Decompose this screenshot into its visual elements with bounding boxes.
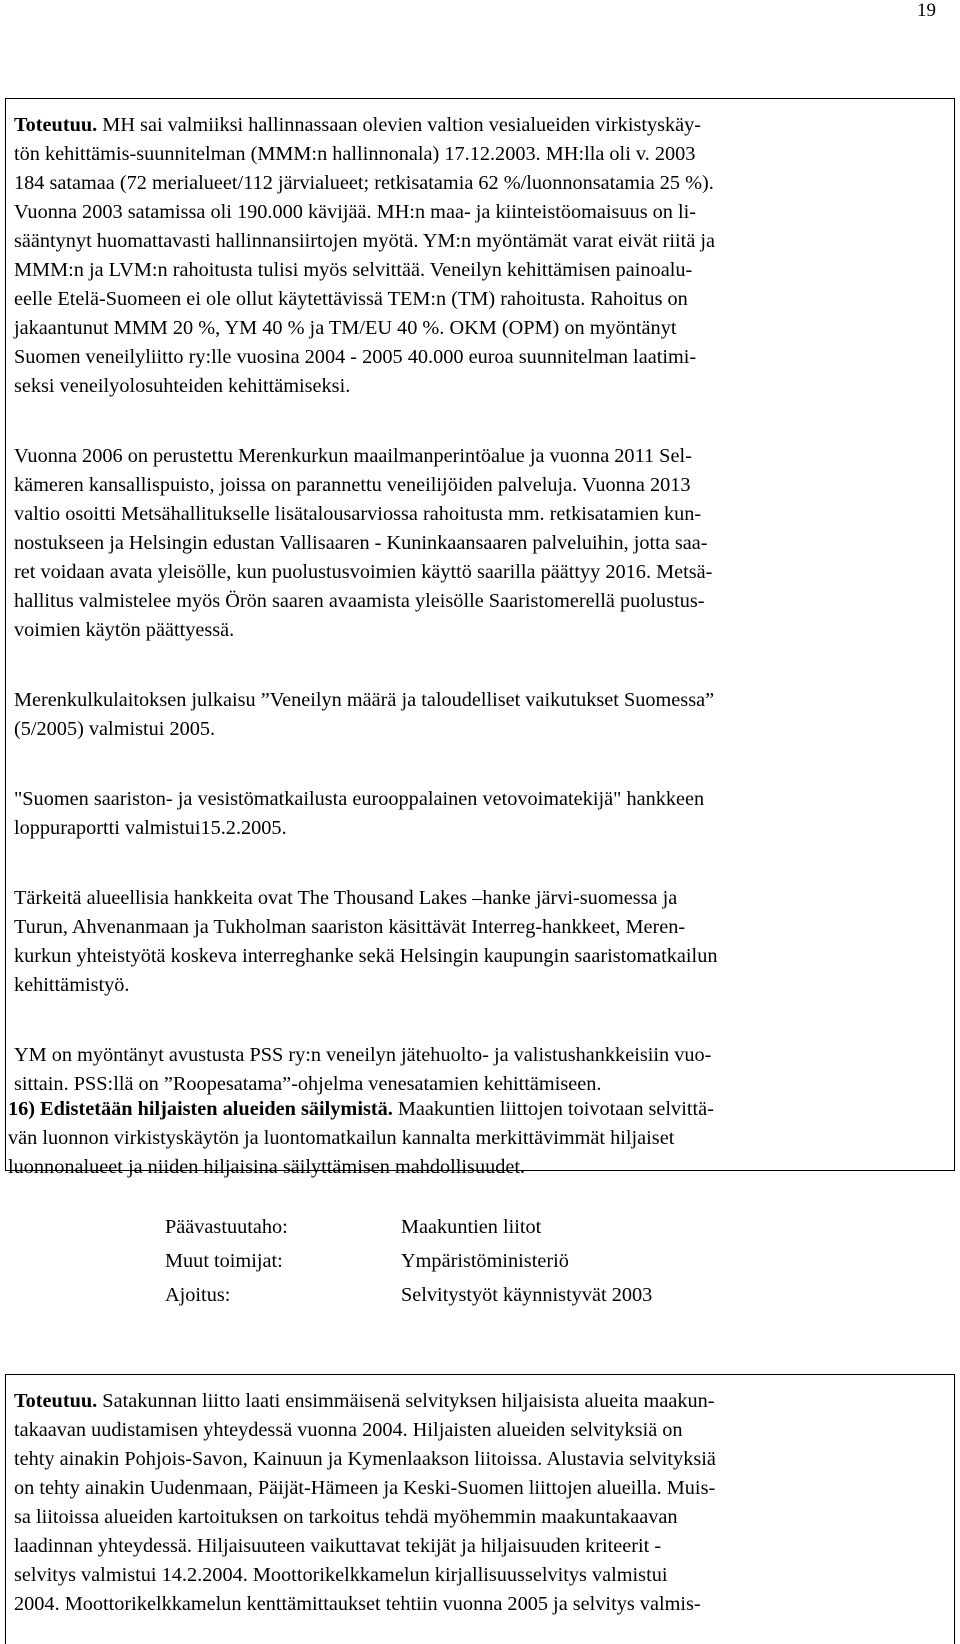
paragraph-toteutuu [14, 111, 950, 401]
text-line: takaavan uudistamisen yhteydessä vuonna 2004. Hiljaisten alueiden selvityksiä on [14, 1419, 683, 1441]
text-line: vän luonnon virkistyskäytön ja luontomatkailun kannalta merkittävimmät hiljaiset [8, 1127, 675, 1149]
text-line: (5/2005) valmistui 2005. [14, 718, 216, 740]
text-line: seksi veneilyolosuhteiden kehittämiseksi. [14, 375, 351, 397]
page-number: 19 [917, 0, 936, 21]
paragraph-pss [14, 1041, 950, 1099]
text-line: hallitus valmistelee myös Örön saaren avaamista yleisölle Saaristomerellä puolustus- [14, 590, 705, 612]
text-line: valtio osoitti Metsähallitukselle lisätalousarviossa rahoitusta mm. retkisatamien kun- [14, 503, 702, 525]
lead-label: Toteutuu. [14, 114, 98, 136]
text-line: 2004. Moottorikelkkamelun kenttämittaukset tehtiin vuonna 2005 ja selvitys valmis- [14, 1593, 701, 1615]
text-line: tehty ainakin Pohjois-Savon, Kainuun ja Kymenlaakson liitoissa. Alustavia selvityksiä [14, 1448, 716, 1470]
measure-heading: 16) Edistetään hiljaisten alueiden säilymistä. [8, 1098, 393, 1120]
responsibility-label: Muut toimijat: [165, 1250, 283, 1272]
text-line: on tehty ainakin Uudenmaan, Päijät-Hämeen ja Keski-Suomen liittojen alueilla. Muis- [14, 1477, 716, 1499]
text-line: 184 satamaa (72 merialueet/112 järvialueet; retkisatamia 62 %/luonnonsatamia 25 %). [14, 172, 714, 194]
responsibility-value: Ympäristöministeriö [401, 1250, 569, 1272]
text-line: luonnonalueet ja niiden hiljaisina säilyttämisen mahdollisuudet. [8, 1156, 526, 1178]
text-line: Vuonna 2006 on perustettu Merenkurkun maailmanperintöalue ja vuonna 2011 Sel- [14, 445, 692, 467]
responsibility-value: Maakuntien liitot [401, 1216, 542, 1238]
text-line: sa liitoissa alueiden kartoituksen on tarkoitus tehdä myöhemmin maakuntakaavan [14, 1506, 678, 1528]
paragraph-2006 [14, 442, 950, 645]
text-line: laadinnan yhteydessä. Hiljaisuuteen vaikuttavat tekijät ja hiljaisuuden kriteerit - [14, 1535, 662, 1557]
text-line: Turun, Ahvenanmaan ja Tukholman saariston käsittävät Interreg-hankkeet, Meren- [14, 916, 686, 938]
paragraph-hankkeet [14, 884, 950, 1000]
text-line: selvitys valmistui 14.2.2004. Moottorikelkkamelun kirjallisuusselvitys valmistui [14, 1564, 668, 1586]
text-line: kurkun yhteistyötä koskeva interreghanke sekä Helsingin kaupungin saaristomatkailun [14, 945, 718, 967]
responsibility-label: Päävastuutaho: [165, 1216, 288, 1238]
text-line: voimien käytön päättyessä. [14, 619, 235, 641]
paragraph-merenkulkulaitos [14, 686, 950, 744]
implementation-box-bottom [5, 1374, 955, 1644]
text-line: YM on myöntänyt avustusta PSS ry:n veneilyn jätehuolto- ja valistushankkeisiin vuo- [14, 1044, 712, 1066]
responsibility-row [165, 1278, 652, 1312]
paragraph-saaristo [14, 785, 950, 843]
responsibility-row [165, 1210, 652, 1244]
text-line: Toteutuu. MH sai valmiiksi hallinnassaan olevien valtion vesialueiden virkistyskäy- [14, 114, 702, 136]
text-line: tön kehittämis-suunnitelman (MMM:n hallinnonala) 17.12.2003. MH:lla oli v. 2003 [14, 143, 696, 165]
text-line: eelle Etelä-Suomeen ei ole ollut käytettävissä TEM:n (TM) rahoitusta. Rahoitus on [14, 288, 688, 310]
text-line: kämeren kansallispuisto, joissa on parannettu veneilijöiden palveluja. Vuonna 2013 [14, 474, 691, 496]
text-line: Merenkulkulaitoksen julkaisu ”Veneilyn määrä ja taloudelliset vaikutukset Suomessa” [14, 689, 715, 711]
text-line: Suomen veneilyliitto ry:lle vuosina 2004 - 2005 40.000 euroa suunnitelman laatimi- [14, 346, 697, 368]
lead-label: Toteutuu. [14, 1390, 98, 1412]
text-line: kehittämistyö. [14, 974, 130, 996]
measure-16 [8, 1095, 714, 1182]
text-line: "Suomen saariston- ja vesistömatkailusta eurooppalainen vetovoimatekijä" hankkeen [14, 788, 705, 810]
text-line: loppuraportti valmistui15.2.2005. [14, 817, 287, 839]
responsibility-table [165, 1210, 652, 1312]
text-line: 16) Edistetään hiljaisten alueiden säilymistä. Maakuntien liittojen toivotaan selvittä- [8, 1098, 714, 1120]
text-line: jakaantunut MMM 20 %, YM 40 % ja TM/EU 40 %. OKM (OPM) on myöntänyt [14, 317, 677, 339]
responsibility-label: Ajoitus: [165, 1284, 231, 1306]
text-line: sääntynyt huomattavasti hallinnansiirtojen myötä. YM:n myöntämät varat eivät riitä ja [14, 230, 716, 252]
text-line: sittain. PSS:llä on ”Roopesatama”-ohjelma venesatamien kehittämiseen. [14, 1073, 602, 1095]
text-line: Tärkeitä alueellisia hankkeita ovat The Thousand Lakes –hanke järvi-suomessa ja [14, 887, 678, 909]
text-line: MMM:n ja LVM:n rahoitusta tulisi myös selvittää. Veneilyn kehittämisen painoalu- [14, 259, 693, 281]
text-line: ret voidaan avata yleisölle, kun puolustusvoimien käyttö saarilla päättyy 2016. Metsä- [14, 561, 713, 583]
text-line: nostukseen ja Helsingin edustan Vallisaaren - Kuninkaansaaren palveluihin, jotta saa- [14, 532, 708, 554]
text-line: Vuonna 2003 satamissa oli 190.000 kävijää. MH:n maa- ja kiinteistöomaisuus on li- [14, 201, 697, 223]
implementation-box-top [5, 98, 955, 1171]
responsibility-value: Selvitystyöt käynnistyvät 2003 [401, 1284, 653, 1306]
paragraph-toteutuu-2 [14, 1387, 950, 1619]
text-line: Toteutuu. Satakunnan liitto laati ensimmäisenä selvityksen hiljaisista alueita maakun- [14, 1390, 715, 1412]
responsibility-row [165, 1244, 652, 1278]
